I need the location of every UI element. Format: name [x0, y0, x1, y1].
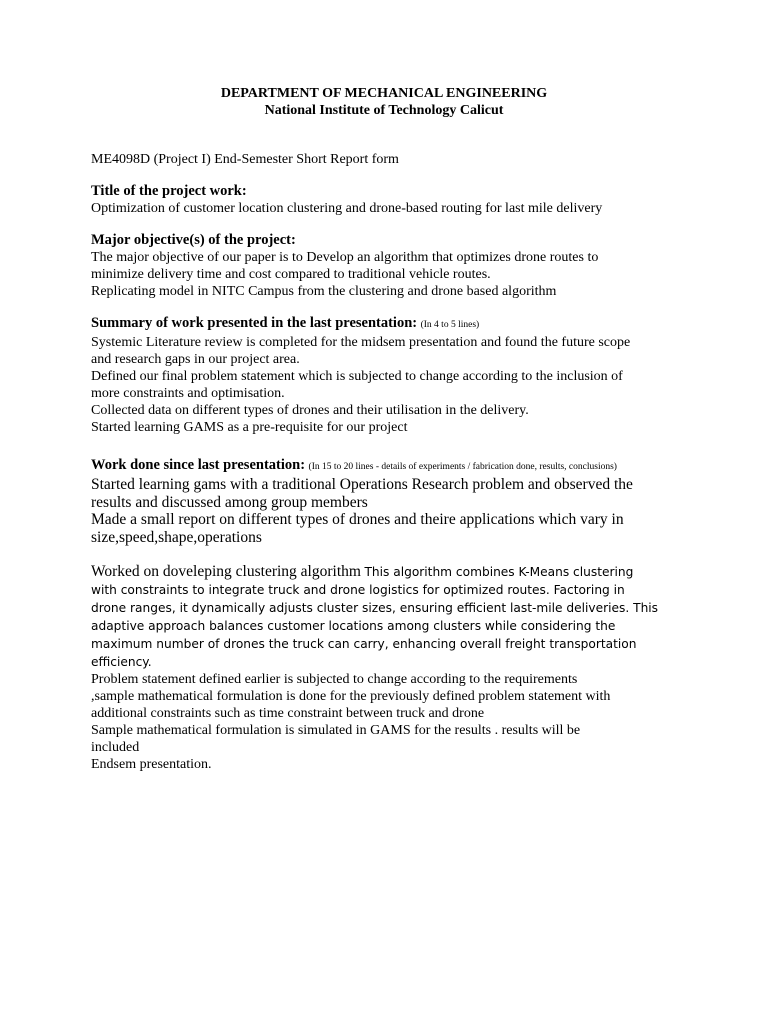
work-done-heading-row [91, 457, 691, 476]
project-title-section [91, 183, 691, 217]
objective-line: The major objective of our paper is to Develop an algorithm that optimizes drone routes to [91, 250, 599, 265]
summary-line: Collected data on different types of drones and their utilisation in the delivery. [91, 403, 529, 418]
clustering-line: adaptive approach balances customer locations among clusters while considering the [91, 619, 616, 633]
closing-section [91, 671, 691, 773]
summary-section [91, 315, 691, 436]
closing-line: Endsem presentation. [91, 757, 212, 772]
clustering-line: efficiency. [91, 655, 152, 669]
clustering-first: This algorithm combines K-Means clustering [364, 565, 634, 579]
clustering-line: with constraints to integrate truck and drone logistics for optimized routes. Factoring in [91, 583, 625, 597]
closing-line: ,sample mathematical formulation is done for the previously defined problem statement with [91, 689, 611, 704]
objective-line: Replicating model in NITC Campus from the clustering and drone based algorithm [91, 284, 557, 299]
summary-line: Defined our final problem statement which is subjected to change according to the inclusion of [91, 369, 623, 384]
objectives-heading: Major objective(s) of the project: [91, 232, 296, 248]
objective-line: minimize delivery time and cost compared to traditional vehicle routes. [91, 267, 491, 282]
summary-heading-row [91, 315, 691, 334]
closing-line: Problem statement defined earlier is subjected to change according to the requirements [91, 672, 578, 687]
clustering-first-row [91, 563, 691, 581]
work-done-line: Started learning gams with a traditional Operations Research problem and observed the [91, 476, 633, 493]
closing-line: additional constraints such as time constraint between truck and drone [91, 706, 485, 721]
summary-note: (In 4 to 5 lines) [420, 320, 480, 330]
project-title-text: Optimization of customer location clustering and drone-based routing for last mile delivery [91, 201, 603, 216]
form-title: ME4098D (Project I) End-Semester Short Report form [91, 152, 399, 167]
institute-name: National Institute of Technology Calicut [264, 103, 504, 118]
work-done-line: Made a small report on different types of drones and theire applications which vary in [91, 511, 624, 528]
summary-line: Systemic Literature review is completed for the midsem presentation and found the future scope [91, 335, 631, 350]
summary-line: and research gaps in our project area. [91, 352, 300, 367]
clustering-line: drone ranges, it dynamically adjusts cluster sizes, ensuring efficient last-mile deliveries. This [91, 601, 659, 615]
project-title-heading: Title of the project work: [91, 183, 247, 199]
work-done-section [91, 457, 691, 546]
clustering-lead: Worked on doveleping clustering algorithm [91, 563, 361, 580]
work-done-heading: Work done since last presentation: [91, 457, 306, 473]
objectives-section [91, 232, 691, 300]
closing-line: included [91, 740, 140, 755]
document-header [0, 85, 768, 119]
work-done-line: results and discussed among group members [91, 493, 368, 511]
work-done-note: (In 15 to 20 lines - details of experiments / fabrication done, results, conclusions) [308, 462, 617, 472]
clustering-section [91, 563, 691, 671]
closing-line: Sample mathematical formulation is simulated in GAMS for the results . results will be [91, 723, 581, 738]
department-name: DEPARTMENT OF MECHANICAL ENGINEERING [220, 86, 548, 101]
summary-heading: Summary of work presented in the last presentation: [91, 315, 418, 331]
summary-line: Started learning GAMS as a pre-requisite for our project [91, 420, 408, 435]
work-done-line: size,speed,shape,operations [91, 528, 262, 546]
summary-line: more constraints and optimisation. [91, 386, 285, 401]
clustering-line: maximum number of drones the truck can carry, enhancing overall freight transportation [91, 637, 637, 651]
